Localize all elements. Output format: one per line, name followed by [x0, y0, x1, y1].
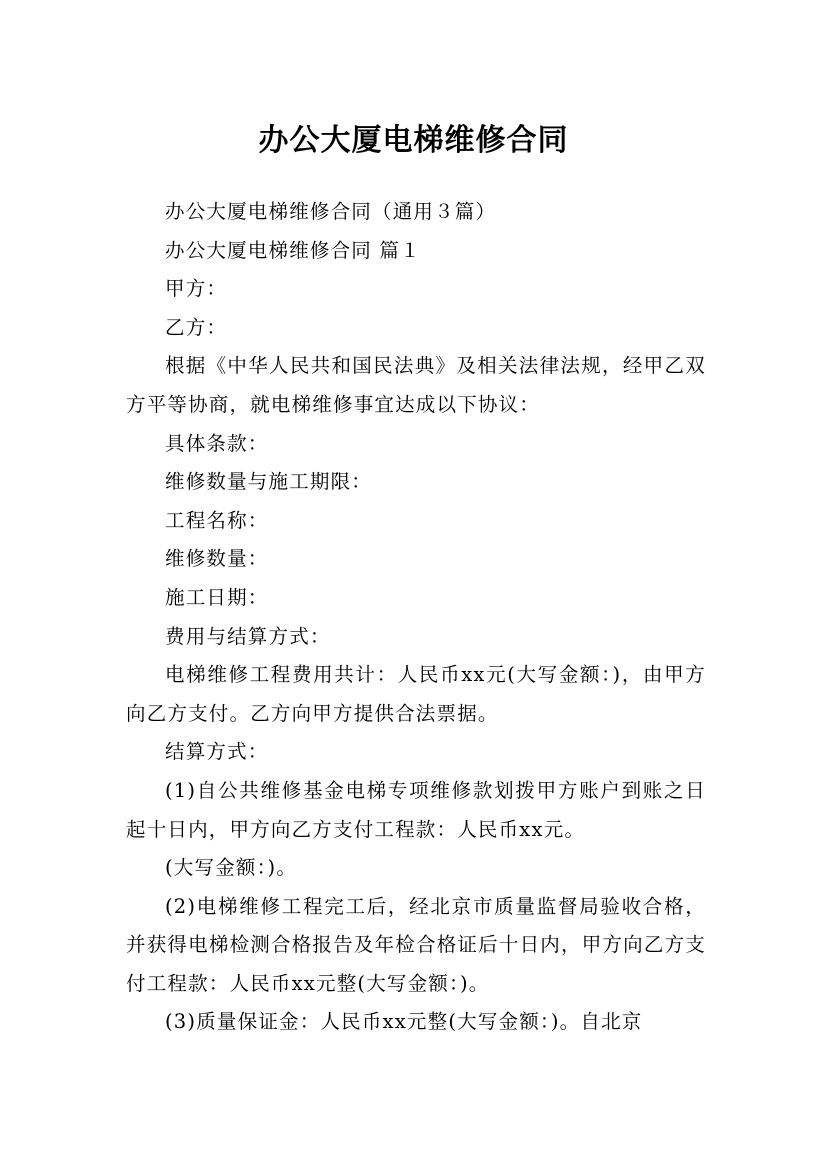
- paragraph-legal-basis: 根据《中华人民共和国民法典》及相关法律法规，经甲乙双方平等协商，就电梯维修事宜达成以下协议：: [126, 354, 706, 416]
- paragraph-quantity-and-period: 维修数量与施工期限：: [165, 470, 373, 494]
- paragraph-quality-deposit: (3)质量保证金：人民币xx元整(大写金额：)。自北京: [165, 1010, 643, 1034]
- document-title: 办公大厦电梯维修合同: [258, 123, 569, 159]
- paragraph-party-a: 甲方：: [165, 277, 228, 301]
- paragraph-amount-in-words: (大写金额：)。: [165, 856, 298, 880]
- paragraph-party-b: 乙方：: [165, 315, 228, 339]
- paragraph-payment-one: (1)自公共维修基金电梯专项维修款划拨甲方账户到账之日起十日内，甲方向乙方支付工程款：人民币xx元。: [126, 778, 706, 841]
- document-body: [126, 193, 706, 1042]
- paragraph-contract-heading: 办公大厦电梯维修合同（通用３篇）: [165, 200, 497, 223]
- paragraph-construction-date: 施工日期：: [165, 585, 269, 609]
- paragraph-total-cost: 电梯维修工程费用共计：人民币xx元(大写金额：)，由甲方向乙方支付。乙方向甲方提供合法票据。: [126, 663, 706, 725]
- paragraph-cost-and-settlement: 费用与结算方式：: [165, 624, 331, 648]
- paragraph-settlement-method: 结算方式：: [165, 740, 269, 764]
- paragraph-repair-quantity: 维修数量：: [165, 547, 269, 571]
- paragraph-specific-terms: 具体条款：: [165, 431, 269, 455]
- paragraph-project-name: 工程名称：: [165, 508, 269, 532]
- paragraph-payment-two: (2)电梯维修工程完工后，经北京市质量监督局验收合格，并获得电梯检测合格报告及年检合格证后十日内，甲方向乙方支付工程款：人民币xx元整(大写金额：)。: [126, 894, 706, 995]
- paragraph-article-one: 办公大厦电梯维修合同 篇１: [165, 238, 421, 262]
